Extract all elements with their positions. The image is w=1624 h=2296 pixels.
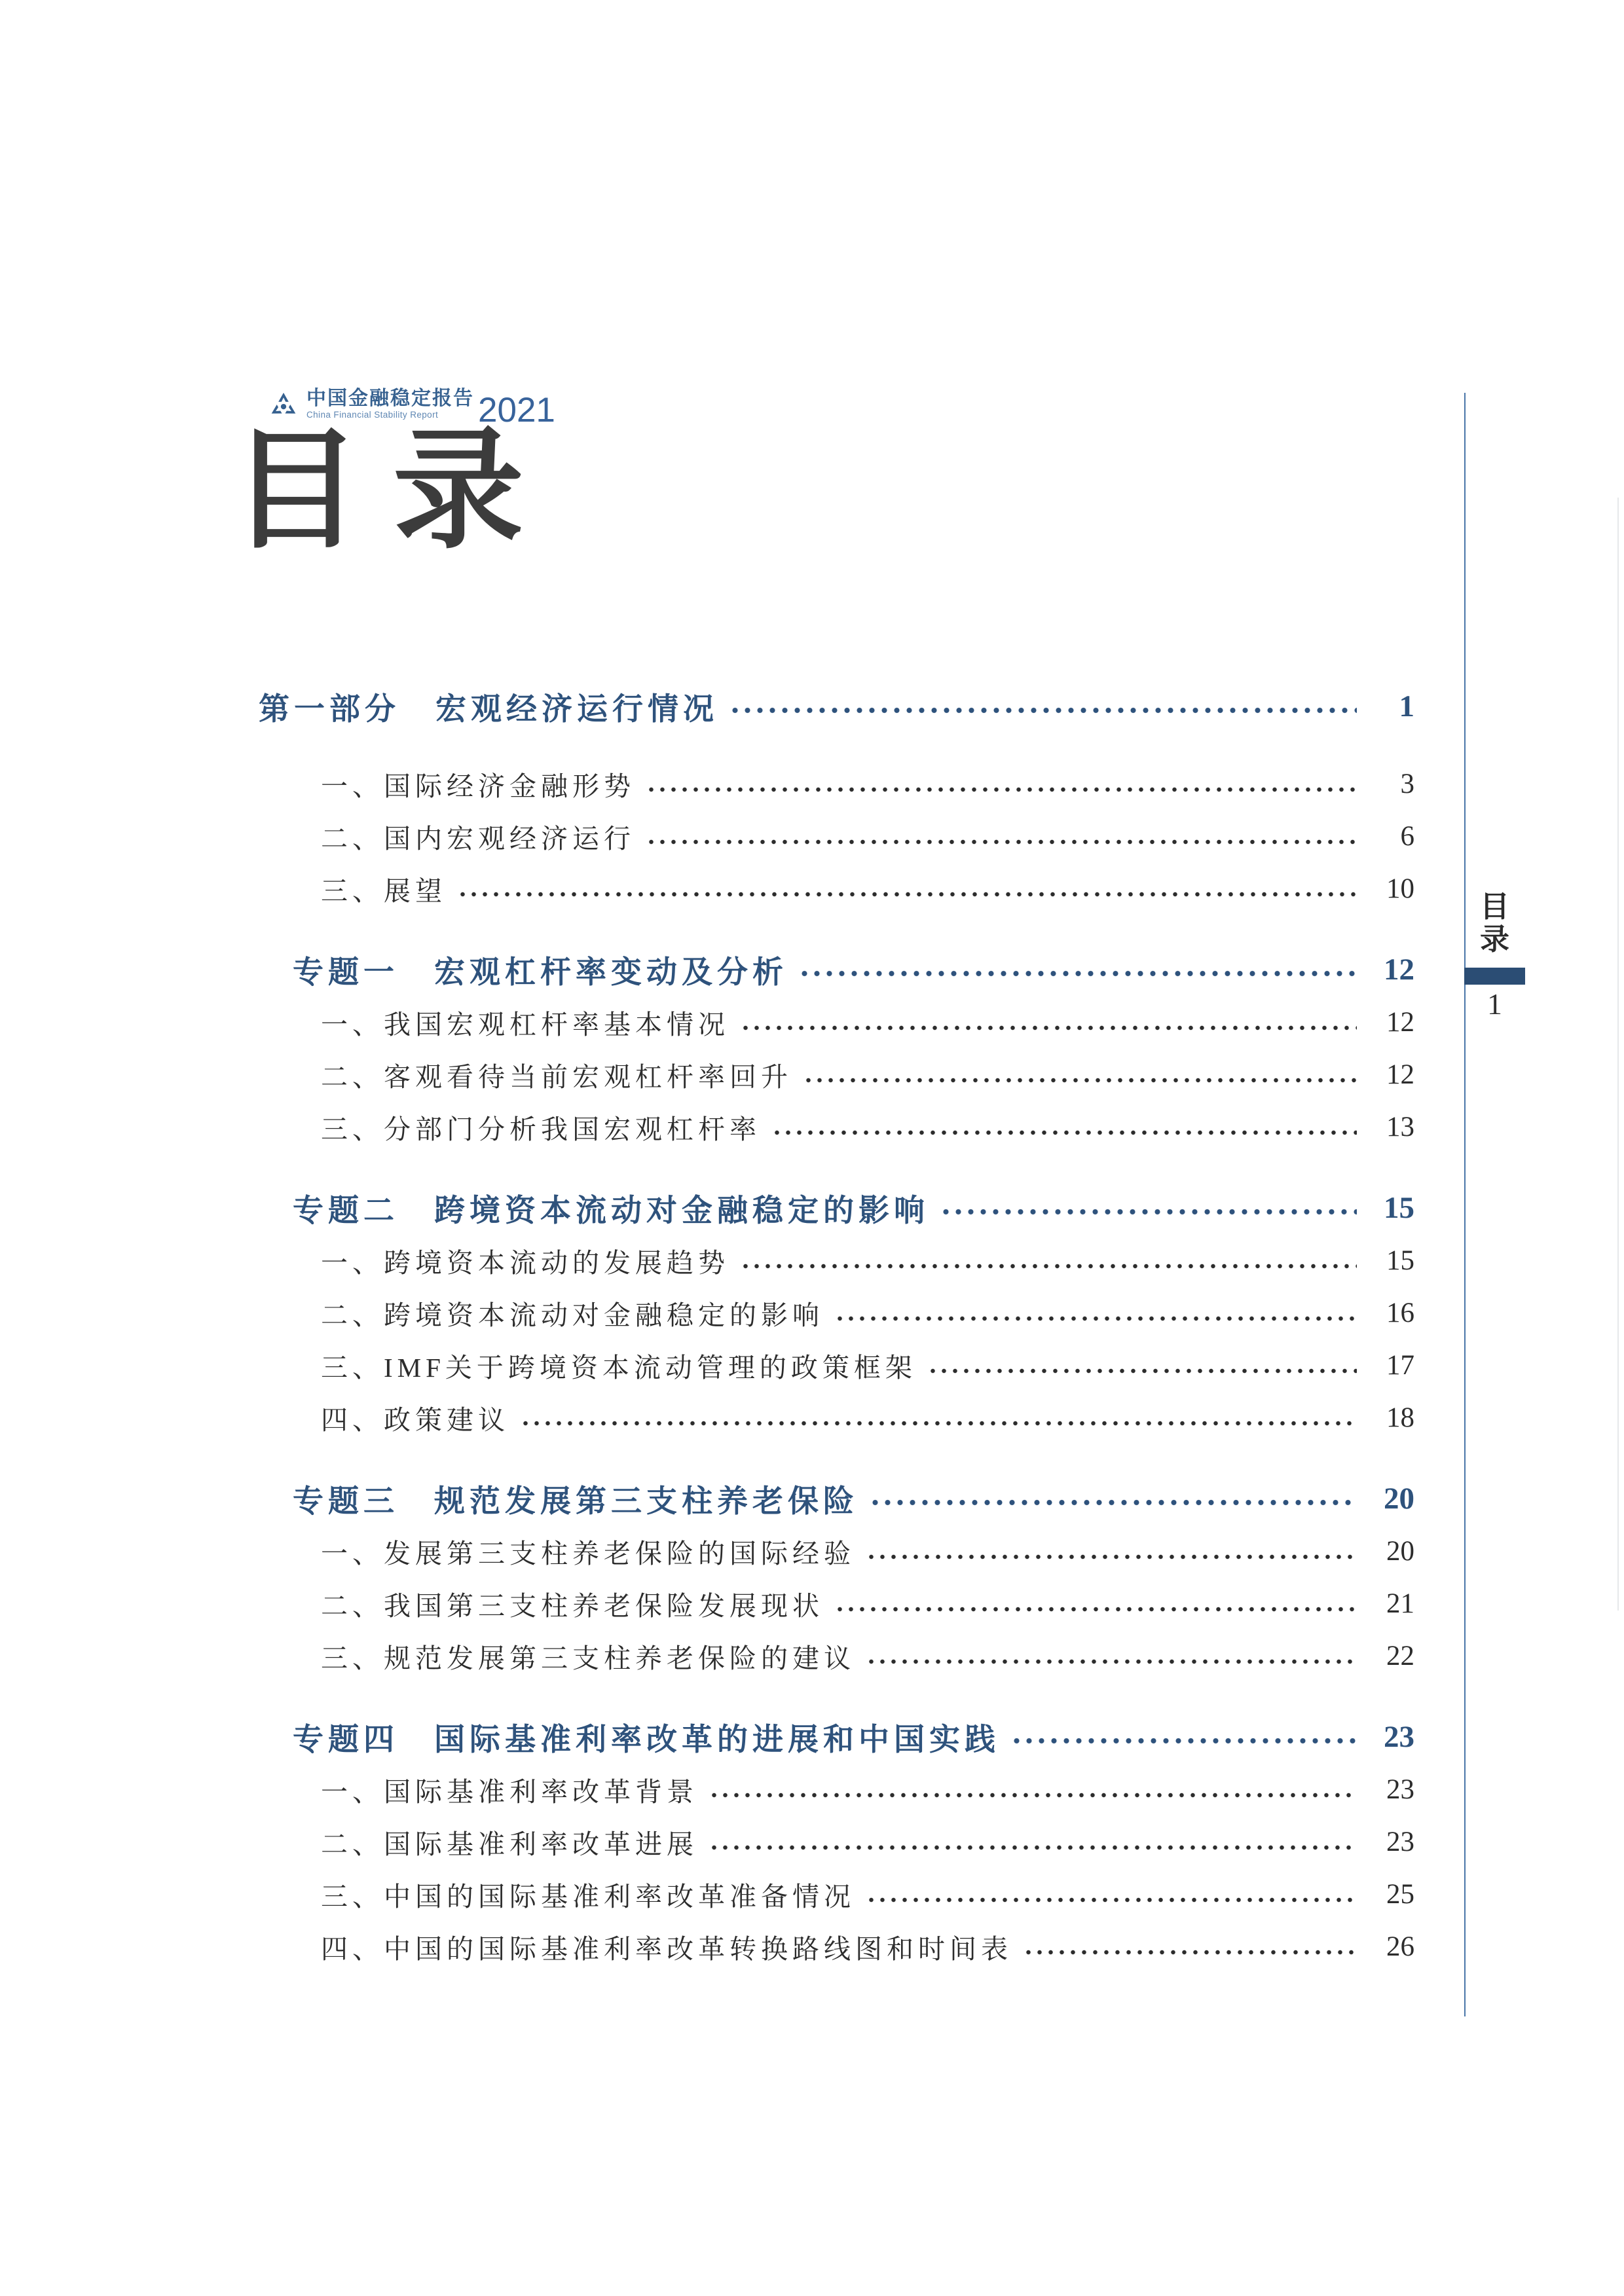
toc-page-number: 3	[1400, 768, 1414, 799]
toc-page-number: 15	[1386, 1245, 1414, 1276]
toc-item-label: 一、我国宏观杠杆率基本情况	[321, 1009, 729, 1040]
toc-item[interactable]	[252, 996, 1414, 1048]
dot-leader	[940, 1207, 1357, 1216]
toc-item-label: 二、客观看待当前宏观杠杆率回升	[321, 1061, 792, 1092]
toc-section-label: 专题二 跨境资本流动对金融稳定的影响	[293, 1192, 929, 1228]
toc-section-heading[interactable]	[252, 943, 1414, 996]
dot-leader	[834, 1315, 1357, 1322]
toc-page-number: 25	[1386, 1878, 1414, 1910]
toc-item[interactable]	[252, 757, 1414, 810]
toc-page-number: 1	[1399, 689, 1414, 723]
sidebar-chapter-char: 目	[1479, 890, 1509, 923]
dot-leader	[729, 706, 1357, 715]
toc-section-label: 专题一 宏观杠杆率变动及分析	[293, 954, 788, 989]
toc-item-label: 二、我国第三支柱养老保险发展现状	[321, 1590, 824, 1621]
toc-page-number: 22	[1386, 1640, 1414, 1671]
toc-item[interactable]	[252, 862, 1414, 915]
toc-page-number: 13	[1386, 1111, 1414, 1142]
dot-leader	[740, 1262, 1357, 1270]
logo-year: 2021	[478, 391, 555, 429]
toc-page-number: 17	[1386, 1349, 1414, 1381]
toc-section-heading[interactable]	[252, 680, 1414, 733]
toc-page-number: 15	[1384, 1191, 1414, 1225]
toc-item-label: 三、中国的国际基准利率改革准备情况	[321, 1881, 855, 1912]
dot-leader	[866, 1553, 1357, 1561]
dot-leader	[1010, 1736, 1357, 1745]
toc-item[interactable]	[252, 1630, 1414, 1682]
page-title-char: 目	[231, 414, 362, 567]
toc-page-number: 18	[1386, 1402, 1414, 1433]
dot-leader	[709, 1844, 1357, 1851]
toc-item-label: 三、IMF关于跨境资本流动管理的政策框架	[321, 1352, 917, 1383]
toc-item[interactable]	[252, 1286, 1414, 1339]
toc-item[interactable]	[252, 1391, 1414, 1444]
dot-leader	[1023, 1948, 1357, 1956]
toc-item[interactable]	[252, 1920, 1414, 1973]
dot-leader	[866, 1896, 1357, 1904]
dot-leader	[646, 786, 1357, 793]
toc-item-label: 四、中国的国际基准利率改革转换路线图和时间表	[321, 1933, 1012, 1964]
toc-item-label: 四、政策建议	[321, 1404, 509, 1435]
logo-brand-cn: 中国金融稳定报告	[306, 388, 474, 409]
dot-leader	[798, 969, 1357, 978]
toc-item-label: 一、跨境资本流动的发展趋势	[321, 1247, 729, 1278]
toc-section-heading[interactable]	[252, 1182, 1414, 1234]
sidebar-tab-bar	[1464, 968, 1525, 985]
toc-item-label: 三、规范发展第三支柱养老保险的建议	[321, 1643, 855, 1673]
toc-page-number: 21	[1386, 1588, 1414, 1619]
toc-item[interactable]	[252, 1339, 1414, 1391]
dot-leader	[927, 1367, 1357, 1375]
dot-leader	[834, 1605, 1357, 1613]
toc-page-number: 26	[1386, 1931, 1414, 1962]
toc-item[interactable]	[252, 1048, 1414, 1101]
toc-page-number: 20	[1386, 1535, 1414, 1567]
toc-page-number: 10	[1386, 873, 1414, 904]
toc-item[interactable]	[252, 1868, 1414, 1920]
toc-item-label: 三、分部门分析我国宏观杠杆率	[321, 1114, 761, 1144]
dot-leader	[869, 1498, 1357, 1507]
toc-page-number: 23	[1384, 1720, 1414, 1754]
toc-page-number: 12	[1386, 1006, 1414, 1038]
toc-section-heading[interactable]	[252, 1472, 1414, 1525]
dot-leader	[740, 1024, 1357, 1032]
toc-section-label: 第一部分 宏观经济运行情况	[259, 691, 718, 726]
dot-leader	[520, 1419, 1357, 1427]
sidebar-chapter-char: 录	[1479, 923, 1509, 956]
dot-leader	[457, 890, 1357, 898]
toc-page-number: 12	[1384, 953, 1414, 987]
toc-item[interactable]	[252, 1577, 1414, 1630]
sidebar-rule	[1464, 393, 1466, 2016]
toc-item[interactable]	[252, 1815, 1414, 1868]
toc-item-label: 一、发展第三支柱养老保险的国际经验	[321, 1538, 855, 1569]
toc-item[interactable]	[252, 1101, 1414, 1153]
toc-section-label: 专题三 规范发展第三支柱养老保险	[293, 1483, 858, 1518]
toc-item[interactable]	[252, 810, 1414, 862]
page-title-char: 录	[393, 414, 525, 567]
dot-leader	[709, 1791, 1357, 1799]
dot-leader	[646, 838, 1357, 846]
toc-page-number: 23	[1386, 1826, 1414, 1857]
toc-item-label: 一、国际经济金融形势	[321, 771, 635, 801]
toc-page-number: 16	[1386, 1297, 1414, 1328]
dot-leader	[866, 1658, 1357, 1666]
toc-page-number: 20	[1384, 1482, 1414, 1516]
toc-page-number: 12	[1386, 1059, 1414, 1090]
toc-section-label: 专题四 国际基准利率改革的进展和中国实践	[293, 1721, 1000, 1757]
toc-item[interactable]	[252, 1234, 1414, 1286]
toc-item[interactable]	[252, 1525, 1414, 1577]
dot-leader	[771, 1129, 1357, 1137]
toc-section-heading[interactable]	[252, 1711, 1414, 1763]
toc-item-label: 二、国内宏观经济运行	[321, 823, 635, 854]
toc-item[interactable]	[252, 1763, 1414, 1815]
toc-item-label: 三、展望	[321, 875, 447, 906]
sidebar-page-number: 1	[1487, 987, 1502, 1021]
sidebar-chapter-label	[1464, 890, 1525, 956]
toc-page-number: 6	[1400, 820, 1414, 852]
toc-page-number: 23	[1386, 1774, 1414, 1805]
logo-brand-en: China Financial Stability Report	[306, 410, 439, 420]
toc-item-label: 二、国际基准利率改革进展	[321, 1829, 698, 1859]
toc-item-label: 二、跨境资本流动对金融稳定的影响	[321, 1300, 824, 1330]
dot-leader	[803, 1076, 1357, 1084]
toc-item-label: 一、国际基准利率改革背景	[321, 1776, 698, 1807]
toc	[252, 651, 1414, 1973]
scan-edge-line	[1617, 498, 1619, 1611]
